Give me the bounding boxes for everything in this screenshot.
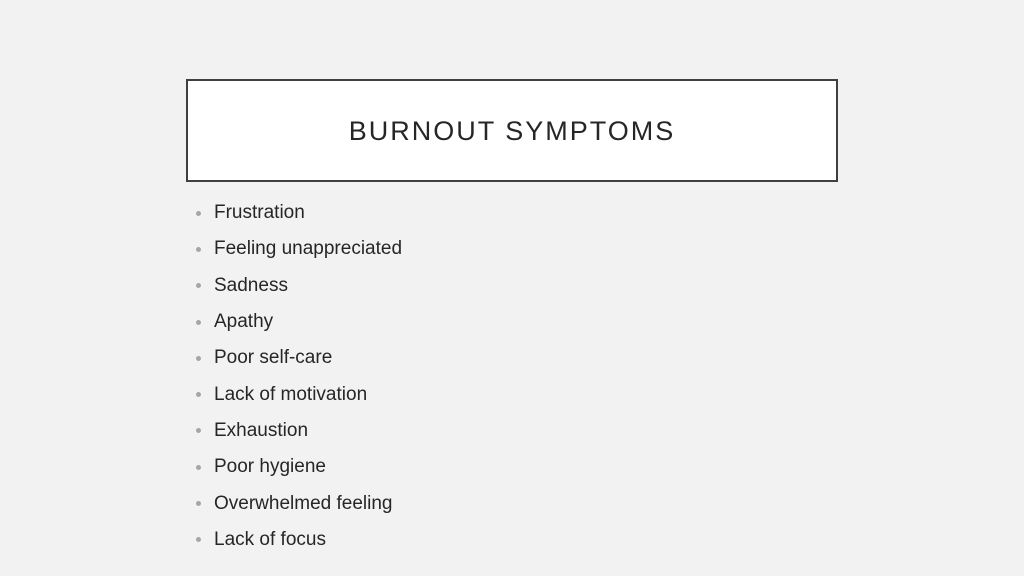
list-item-text: Poor hygiene xyxy=(214,456,326,478)
slide-title: BURNOUT SYMPTOMS xyxy=(348,116,676,146)
list-item-text: Overwhelmed feeling xyxy=(214,492,393,514)
list-item-text: Exhaustion xyxy=(214,419,309,441)
list-item xyxy=(196,195,402,231)
list-item-text: Poor self-care xyxy=(214,347,333,369)
list-item-text: Apathy xyxy=(214,311,274,333)
bullet-dot-icon xyxy=(196,392,201,397)
list-item-text: Frustration xyxy=(214,202,305,224)
title-box xyxy=(186,79,838,182)
bullet-dot-icon xyxy=(196,211,201,216)
list-item xyxy=(196,522,402,558)
bullet-dot-icon xyxy=(196,501,201,506)
bullet-dot-icon xyxy=(196,465,201,470)
list-item-text: Sadness xyxy=(214,274,288,296)
bullet-list xyxy=(196,195,402,558)
bullet-dot-icon xyxy=(196,320,201,325)
list-item-text: Feeling unappreciated xyxy=(214,238,403,260)
list-item xyxy=(196,449,402,485)
list-item-text: Lack of focus xyxy=(214,528,326,550)
bullet-dot-icon xyxy=(196,283,201,288)
list-item xyxy=(196,485,402,521)
list-item xyxy=(196,413,402,449)
bullet-dot-icon xyxy=(196,247,201,252)
list-item xyxy=(196,304,402,340)
list-item xyxy=(196,340,402,376)
bullet-dot-icon xyxy=(196,356,201,361)
list-item xyxy=(196,231,402,267)
list-item-text: Lack of motivation xyxy=(214,383,368,405)
list-item xyxy=(196,376,402,412)
bullet-dot-icon xyxy=(196,428,201,433)
list-item xyxy=(196,268,402,304)
bullet-dot-icon xyxy=(196,537,201,542)
